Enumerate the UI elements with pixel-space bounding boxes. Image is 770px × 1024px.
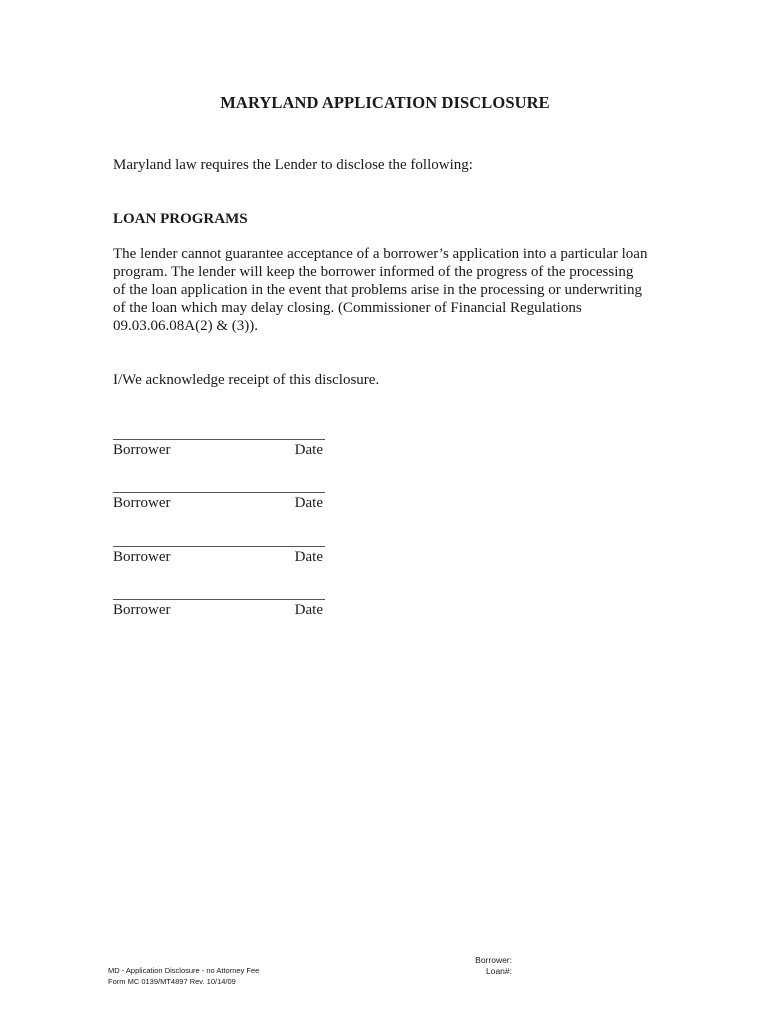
signature-block-3[interactable] — [113, 546, 325, 576]
signature-block-2[interactable] — [113, 492, 325, 522]
date-label: Date — [294, 495, 323, 511]
acknowledgement-text: I/We acknowledge receipt of this disclosure. — [113, 372, 380, 388]
date-label: Date — [294, 602, 323, 618]
signature-line[interactable] — [113, 546, 325, 547]
borrower-label: Borrower — [113, 442, 171, 458]
footer-form-number: Form MC 0139/MT4897 Rev. 10/14/09 — [108, 977, 236, 986]
footer-borrower-field: Borrower: — [475, 955, 512, 965]
signature-line[interactable] — [113, 492, 325, 493]
borrower-label: Borrower — [113, 602, 171, 618]
footer-form-info — [108, 965, 259, 987]
footer-loan-field: Loan#: — [486, 966, 512, 976]
intro-text: Maryland law requires the Lender to disclose the following: — [113, 157, 473, 173]
date-label: Date — [294, 549, 323, 565]
document-title: MARYLAND APPLICATION DISCLOSURE — [220, 93, 550, 112]
paragraph-line: program. The lender will keep the borrower informed of the progress of the processing — [113, 264, 634, 280]
borrower-label: Borrower — [113, 549, 171, 565]
signature-line[interactable] — [113, 599, 325, 600]
date-label: Date — [294, 442, 323, 458]
paragraph-line: 09.03.06.08A(2) & (3)). — [113, 318, 258, 334]
paragraph-line: of the loan application in the event that problems arise in the processing or underwriting — [113, 282, 643, 298]
footer-loan-info — [400, 955, 512, 977]
signature-line[interactable] — [113, 439, 325, 440]
section-heading-loan-programs: LOAN PROGRAMS — [113, 211, 248, 227]
loan-programs-paragraph — [113, 245, 673, 335]
signature-block-1[interactable] — [113, 439, 325, 469]
signature-block-4[interactable] — [113, 599, 325, 629]
footer-form-name: MD - Application Disclosure - no Attorney Fee — [108, 966, 260, 975]
borrower-label: Borrower — [113, 495, 171, 511]
paragraph-line: The lender cannot guarantee acceptance of a borrower’s application into a particular loan — [113, 246, 648, 262]
paragraph-line: of the loan which may delay closing. (Commissioner of Financial Regulations — [113, 300, 582, 316]
